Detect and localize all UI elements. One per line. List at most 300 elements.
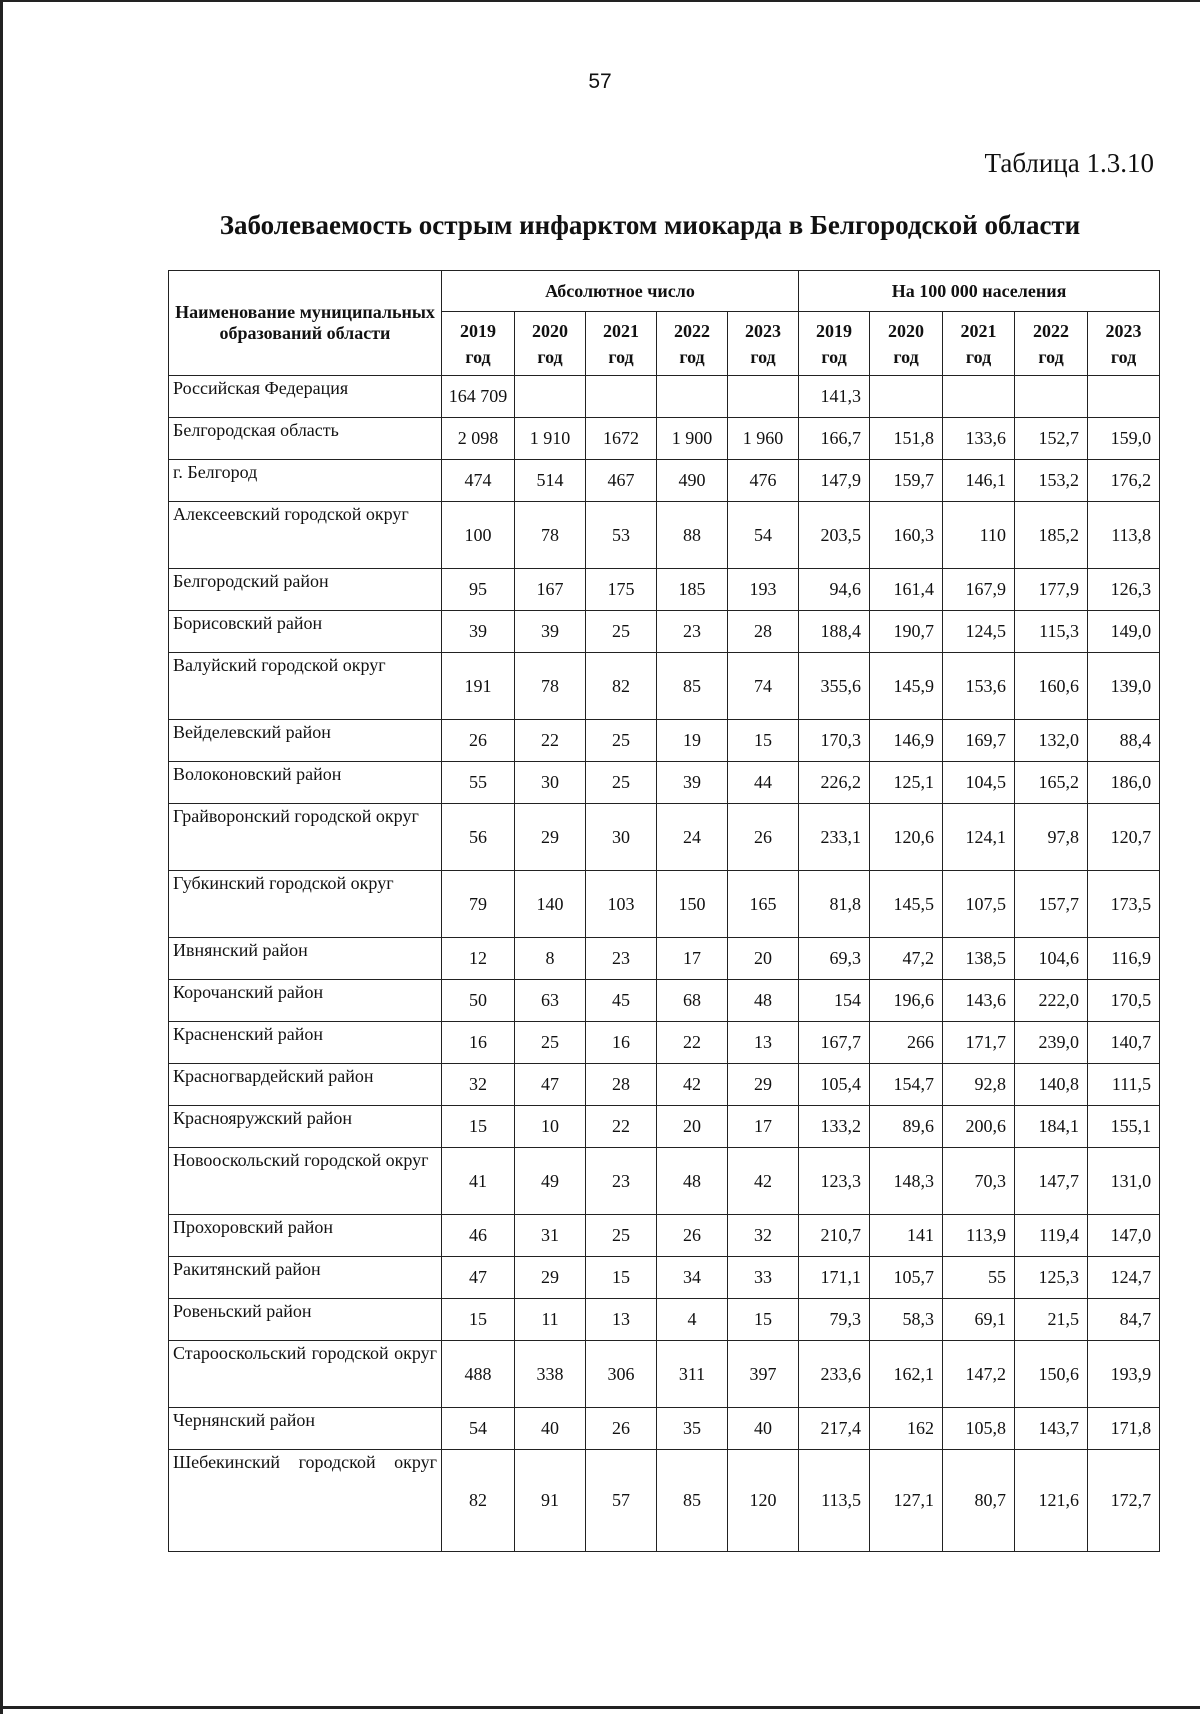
absolute-value-cell: 16 [442,1022,515,1064]
absolute-value-cell: 30 [586,804,657,871]
municipality-name-cell: Российская Федерация [169,376,442,418]
absolute-value-cell: 23 [657,611,728,653]
per-100k-value-cell: 193,9 [1088,1341,1160,1408]
per-100k-value-cell: 70,3 [943,1148,1015,1215]
per-100k-value-cell: 147,2 [943,1341,1015,1408]
per-100k-value-cell: 160,3 [870,502,943,569]
per-100k-value-cell: 132,0 [1015,720,1088,762]
page-number: 57 [588,70,612,93]
top-scan-border [0,0,1200,2]
absolute-value-cell: 29 [515,804,586,871]
per-100k-value-cell: 222,0 [1015,980,1088,1022]
absolute-value-cell: 46 [442,1215,515,1257]
absolute-number-header: Абсолютное число [442,271,799,312]
absolute-value-cell: 140 [515,871,586,938]
per-100k-value-cell: 203,5 [799,502,870,569]
municipality-name-cell: Прохоровский район [169,1215,442,1257]
absolute-value-cell: 55 [442,762,515,804]
per-100k-value-cell: 184,1 [1015,1106,1088,1148]
absolute-value-cell: 23 [586,938,657,980]
absolute-value-cell: 95 [442,569,515,611]
absolute-value-cell: 54 [728,502,799,569]
absolute-value-cell: 20 [657,1106,728,1148]
municipality-name-cell: Новооскольский городской округ [169,1148,442,1215]
year-unit-label: год [750,346,776,367]
per-100k-value-cell: 155,1 [1088,1106,1160,1148]
table-body [169,376,1160,1552]
per-100k-value-cell: 58,3 [870,1299,943,1341]
per-100k-value-cell: 239,0 [1015,1022,1088,1064]
table-row [169,1106,1160,1148]
per-100k-value-cell: 105,7 [870,1257,943,1299]
per-100k-value-cell: 143,6 [943,980,1015,1022]
absolute-value-cell: 191 [442,653,515,720]
per-100k-value-cell: 162,1 [870,1341,943,1408]
absolute-value-cell: 85 [657,653,728,720]
per-100k-value-cell: 188,4 [799,611,870,653]
per-100k-value-cell: 69,1 [943,1299,1015,1341]
absolute-value-cell: 15 [442,1299,515,1341]
table-row [169,1450,1160,1552]
year-header-per-2023 [1088,312,1160,376]
table-row [169,611,1160,653]
per-100k-value-cell: 131,0 [1088,1148,1160,1215]
absolute-value-cell: 4 [657,1299,728,1341]
absolute-value-cell: 100 [442,502,515,569]
per-100k-value-cell: 126,3 [1088,569,1160,611]
municipality-name-cell: Белгородский район [169,569,442,611]
municipality-name-cell: Старооскольский городской округ [169,1341,442,1408]
table-row [169,1215,1160,1257]
absolute-value-cell: 488 [442,1341,515,1408]
per-100k-value-cell: 141,3 [799,376,870,418]
per-100k-value-cell: 226,2 [799,762,870,804]
per-100k-value-cell: 173,5 [1088,871,1160,938]
municipality-name-cell: Краснояружский район [169,1106,442,1148]
absolute-value-cell [515,376,586,418]
year-label: 2023 [1105,320,1142,341]
absolute-value-cell: 167 [515,569,586,611]
absolute-value-cell: 91 [515,1450,586,1552]
per-100k-value-cell: 166,7 [799,418,870,460]
absolute-value-cell: 26 [728,804,799,871]
per-100k-value-cell: 111,5 [1088,1064,1160,1106]
absolute-value-cell: 48 [728,980,799,1022]
absolute-value-cell: 63 [515,980,586,1022]
per-100k-value-cell: 186,0 [1088,762,1160,804]
absolute-value-cell: 78 [515,653,586,720]
absolute-value-cell: 474 [442,460,515,502]
absolute-value-cell: 11 [515,1299,586,1341]
year-unit-label: год [821,346,847,367]
absolute-value-cell: 15 [728,720,799,762]
per-100k-value-cell: 141 [870,1215,943,1257]
year-header-abs-2022 [657,312,728,376]
absolute-value-cell: 15 [442,1106,515,1148]
per-100k-value-cell: 233,1 [799,804,870,871]
per-100k-value-cell: 125,1 [870,762,943,804]
absolute-value-cell: 29 [515,1257,586,1299]
table-row [169,1148,1160,1215]
municipality-name-cell: Чернянский район [169,1408,442,1450]
year-unit-label: год [1110,346,1137,367]
absolute-value-cell: 185 [657,569,728,611]
absolute-value-cell: 8 [515,938,586,980]
per-100k-value-cell: 139,0 [1088,653,1160,720]
year-unit-label: год [893,346,919,367]
absolute-value-cell: 42 [657,1064,728,1106]
absolute-value-cell: 2 098 [442,418,515,460]
table-row [169,1064,1160,1106]
per-100k-value-cell: 159,0 [1088,418,1160,460]
per-100k-value-cell: 147,0 [1088,1215,1160,1257]
absolute-value-cell: 12 [442,938,515,980]
absolute-value-cell: 103 [586,871,657,938]
per-100k-value-cell: 113,5 [799,1450,870,1552]
per-100k-header: На 100 000 населения [799,271,1160,312]
absolute-value-cell: 26 [586,1408,657,1450]
absolute-value-cell: 165 [728,871,799,938]
absolute-value-cell [728,376,799,418]
absolute-value-cell: 54 [442,1408,515,1450]
per-100k-value-cell: 113,8 [1088,502,1160,569]
per-100k-value-cell: 107,5 [943,871,1015,938]
per-100k-value-cell: 94,6 [799,569,870,611]
per-100k-value-cell: 125,3 [1015,1257,1088,1299]
per-100k-value-cell: 145,9 [870,653,943,720]
absolute-value-cell: 476 [728,460,799,502]
per-100k-value-cell: 113,9 [943,1215,1015,1257]
per-100k-value-cell: 167,9 [943,569,1015,611]
absolute-value-cell: 33 [728,1257,799,1299]
per-100k-value-cell: 150,6 [1015,1341,1088,1408]
table-label: Таблица 1.3.10 [984,148,1154,178]
absolute-value-cell: 311 [657,1341,728,1408]
absolute-value-cell: 17 [657,938,728,980]
table-row [169,418,1160,460]
per-100k-value-cell: 152,7 [1015,418,1088,460]
per-100k-value-cell: 355,6 [799,653,870,720]
per-100k-value-cell: 92,8 [943,1064,1015,1106]
per-100k-value-cell: 133,2 [799,1106,870,1148]
morbidity-table [168,270,1160,1552]
year-unit-label: год [537,346,563,367]
year-label: 2022 [1033,320,1070,341]
table-row [169,502,1160,569]
absolute-value-cell: 78 [515,502,586,569]
year-unit-label: год [965,346,992,367]
absolute-value-cell: 120 [728,1450,799,1552]
per-100k-value-cell: 153,2 [1015,460,1088,502]
absolute-value-cell: 490 [657,460,728,502]
table-row [169,720,1160,762]
per-100k-value-cell: 21,5 [1015,1299,1088,1341]
absolute-value-cell: 74 [728,653,799,720]
municipality-name-cell: Красненский район [169,1022,442,1064]
table-row [169,1257,1160,1299]
municipality-name-cell: Ракитянский район [169,1257,442,1299]
absolute-value-cell: 514 [515,460,586,502]
per-100k-value-cell: 159,7 [870,460,943,502]
per-100k-value-cell: 185,2 [1015,502,1088,569]
absolute-value-cell: 1 960 [728,418,799,460]
absolute-value-cell: 57 [586,1450,657,1552]
absolute-value-cell: 1672 [586,418,657,460]
per-100k-value-cell: 154 [799,980,870,1022]
per-100k-value-cell: 171,7 [943,1022,1015,1064]
absolute-value-cell: 164 709 [442,376,515,418]
per-100k-value-cell: 104,5 [943,762,1015,804]
per-100k-value-cell: 177,9 [1015,569,1088,611]
absolute-value-cell: 85 [657,1450,728,1552]
absolute-value-cell: 41 [442,1148,515,1215]
municipality-name-cell: Белгородская область [169,418,442,460]
municipality-name-cell: Волоконовский район [169,762,442,804]
absolute-value-cell: 40 [515,1408,586,1450]
per-100k-value-cell: 120,6 [870,804,943,871]
absolute-value-cell: 82 [586,653,657,720]
municipality-name-cell: Ивнянский район [169,938,442,980]
per-100k-value-cell: 88,4 [1088,720,1160,762]
per-100k-value-cell: 138,5 [943,938,1015,980]
per-100k-value-cell: 80,7 [943,1450,1015,1552]
left-scan-border [0,0,3,1714]
per-100k-value-cell: 190,7 [870,611,943,653]
per-100k-value-cell: 127,1 [870,1450,943,1552]
per-100k-value-cell: 147,9 [799,460,870,502]
absolute-value-cell: 35 [657,1408,728,1450]
municipality-name-cell: Шебекинский городской округ [169,1450,442,1552]
absolute-value-cell: 39 [442,611,515,653]
per-100k-value-cell: 167,7 [799,1022,870,1064]
per-100k-value-cell: 47,2 [870,938,943,980]
per-100k-value-cell: 196,6 [870,980,943,1022]
year-label: 2020 [532,320,568,341]
absolute-value-cell: 25 [586,1215,657,1257]
municipality-name-cell: Валуйский городской округ [169,653,442,720]
per-100k-value-cell: 176,2 [1088,460,1160,502]
municipality-name-cell: Грайворонский городской округ [169,804,442,871]
absolute-value-cell: 34 [657,1257,728,1299]
absolute-value-cell: 47 [515,1064,586,1106]
per-100k-value-cell: 123,3 [799,1148,870,1215]
absolute-value-cell: 39 [657,762,728,804]
table-row [169,376,1160,418]
municipality-name-cell: г. Белгород [169,460,442,502]
per-100k-value-cell: 171,1 [799,1257,870,1299]
per-100k-value-cell: 172,7 [1088,1450,1160,1552]
per-100k-value-cell: 149,0 [1088,611,1160,653]
per-100k-value-cell: 169,7 [943,720,1015,762]
municipality-name-cell: Вейделевский район [169,720,442,762]
absolute-value-cell: 29 [728,1064,799,1106]
absolute-value-cell: 1 910 [515,418,586,460]
absolute-value-cell: 23 [586,1148,657,1215]
absolute-value-cell: 40 [728,1408,799,1450]
absolute-value-cell: 31 [515,1215,586,1257]
absolute-value-cell: 53 [586,502,657,569]
absolute-value-cell: 25 [586,720,657,762]
absolute-value-cell: 22 [515,720,586,762]
per-100k-value-cell: 119,4 [1015,1215,1088,1257]
per-100k-value-cell: 160,6 [1015,653,1088,720]
year-label: 2021 [603,320,639,341]
year-header-abs-2020 [515,312,586,376]
per-100k-value-cell: 133,6 [943,418,1015,460]
year-header-abs-2023 [728,312,799,376]
absolute-value-cell: 175 [586,569,657,611]
per-100k-value-cell: 89,6 [870,1106,943,1148]
table-row [169,1341,1160,1408]
per-100k-value-cell: 124,1 [943,804,1015,871]
absolute-value-cell: 32 [442,1064,515,1106]
year-unit-label: год [465,346,491,367]
per-100k-value-cell: 69,3 [799,938,870,980]
year-unit-label: год [1038,346,1064,367]
absolute-value-cell: 82 [442,1450,515,1552]
per-100k-value-cell: 97,8 [1015,804,1088,871]
absolute-value-cell: 15 [728,1299,799,1341]
table-row [169,569,1160,611]
municipality-name-cell: Корочанский район [169,980,442,1022]
year-unit-label: год [608,346,634,367]
absolute-value-cell: 42 [728,1148,799,1215]
year-header-abs-2019 [442,312,515,376]
municipality-name-cell: Борисовский район [169,611,442,653]
absolute-value-cell: 44 [728,762,799,804]
absolute-value-cell [586,376,657,418]
municipality-name-cell: Алексеевский городской округ [169,502,442,569]
absolute-value-cell: 28 [728,611,799,653]
per-100k-value-cell [870,376,943,418]
year-label: 2019 [460,320,496,341]
per-100k-value-cell: 146,9 [870,720,943,762]
table-row [169,1299,1160,1341]
absolute-value-cell [657,376,728,418]
absolute-value-cell: 79 [442,871,515,938]
year-unit-label: год [679,346,705,367]
absolute-value-cell: 17 [728,1106,799,1148]
per-100k-value-cell: 115,3 [1015,611,1088,653]
absolute-value-cell: 26 [657,1215,728,1257]
per-100k-value-cell: 151,8 [870,418,943,460]
year-header-per-2019 [799,312,870,376]
absolute-value-cell: 193 [728,569,799,611]
per-100k-value-cell: 55 [943,1257,1015,1299]
year-header-abs-2021 [586,312,657,376]
per-100k-value-cell: 200,6 [943,1106,1015,1148]
per-100k-value-cell: 165,2 [1015,762,1088,804]
per-100k-value-cell [1015,376,1088,418]
per-100k-value-cell: 124,7 [1088,1257,1160,1299]
absolute-value-cell: 13 [728,1022,799,1064]
per-100k-value-cell: 170,5 [1088,980,1160,1022]
absolute-value-cell: 24 [657,804,728,871]
year-label: 2022 [674,320,710,341]
per-100k-value-cell: 153,6 [943,653,1015,720]
per-100k-value-cell: 104,6 [1015,938,1088,980]
absolute-value-cell: 1 900 [657,418,728,460]
table-row [169,1408,1160,1450]
per-100k-value-cell: 140,7 [1088,1022,1160,1064]
absolute-value-cell: 25 [515,1022,586,1064]
absolute-value-cell: 26 [442,720,515,762]
absolute-value-cell: 39 [515,611,586,653]
absolute-value-cell: 30 [515,762,586,804]
per-100k-value-cell: 233,6 [799,1341,870,1408]
per-100k-value-cell: 105,4 [799,1064,870,1106]
absolute-value-cell: 13 [586,1299,657,1341]
per-100k-value-cell: 124,5 [943,611,1015,653]
table-row [169,804,1160,871]
per-100k-value-cell: 154,7 [870,1064,943,1106]
year-label: 2019 [816,320,853,341]
per-100k-value-cell: 162 [870,1408,943,1450]
per-100k-value-cell: 147,7 [1015,1148,1088,1215]
per-100k-value-cell: 170,3 [799,720,870,762]
absolute-value-cell: 68 [657,980,728,1022]
absolute-value-cell: 47 [442,1257,515,1299]
table-row [169,871,1160,938]
absolute-value-cell: 338 [515,1341,586,1408]
municipality-column-header: Наименование муниципальных образований области [169,271,442,376]
municipality-name-cell: Ровеньский район [169,1299,442,1341]
municipality-name-cell: Красногвардейский район [169,1064,442,1106]
per-100k-value-cell [943,376,1015,418]
per-100k-value-cell: 148,3 [870,1148,943,1215]
per-100k-value-cell: 84,7 [1088,1299,1160,1341]
absolute-value-cell: 306 [586,1341,657,1408]
per-100k-value-cell: 266 [870,1022,943,1064]
per-100k-value-cell: 217,4 [799,1408,870,1450]
per-100k-value-cell: 121,6 [1015,1450,1088,1552]
absolute-value-cell: 16 [586,1022,657,1064]
absolute-value-cell: 20 [728,938,799,980]
table-row [169,653,1160,720]
per-100k-value-cell: 161,4 [870,569,943,611]
absolute-value-cell: 50 [442,980,515,1022]
per-100k-value-cell: 116,9 [1088,938,1160,980]
per-100k-value-cell: 105,8 [943,1408,1015,1450]
bottom-scan-border [0,1706,1200,1709]
per-100k-value-cell: 110 [943,502,1015,569]
absolute-value-cell: 32 [728,1215,799,1257]
per-100k-value-cell: 157,7 [1015,871,1088,938]
per-100k-value-cell: 120,7 [1088,804,1160,871]
per-100k-value-cell: 210,7 [799,1215,870,1257]
document-title: Заболеваемость острым инфарктом миокарда в Белгородской области [219,210,1081,240]
year-header-per-2020 [870,312,943,376]
year-label: 2020 [888,320,925,341]
year-header-per-2021 [943,312,1015,376]
absolute-value-cell: 15 [586,1257,657,1299]
absolute-value-cell: 22 [586,1106,657,1148]
absolute-value-cell: 28 [586,1064,657,1106]
absolute-value-cell: 88 [657,502,728,569]
per-100k-value-cell: 145,5 [870,871,943,938]
absolute-value-cell: 150 [657,871,728,938]
per-100k-value-cell: 140,8 [1015,1064,1088,1106]
absolute-value-cell: 10 [515,1106,586,1148]
absolute-value-cell: 22 [657,1022,728,1064]
absolute-value-cell: 25 [586,762,657,804]
absolute-value-cell: 49 [515,1148,586,1215]
absolute-value-cell: 25 [586,611,657,653]
absolute-value-cell: 397 [728,1341,799,1408]
municipality-name-cell: Губкинский городской округ [169,871,442,938]
absolute-value-cell: 56 [442,804,515,871]
table-row [169,762,1160,804]
